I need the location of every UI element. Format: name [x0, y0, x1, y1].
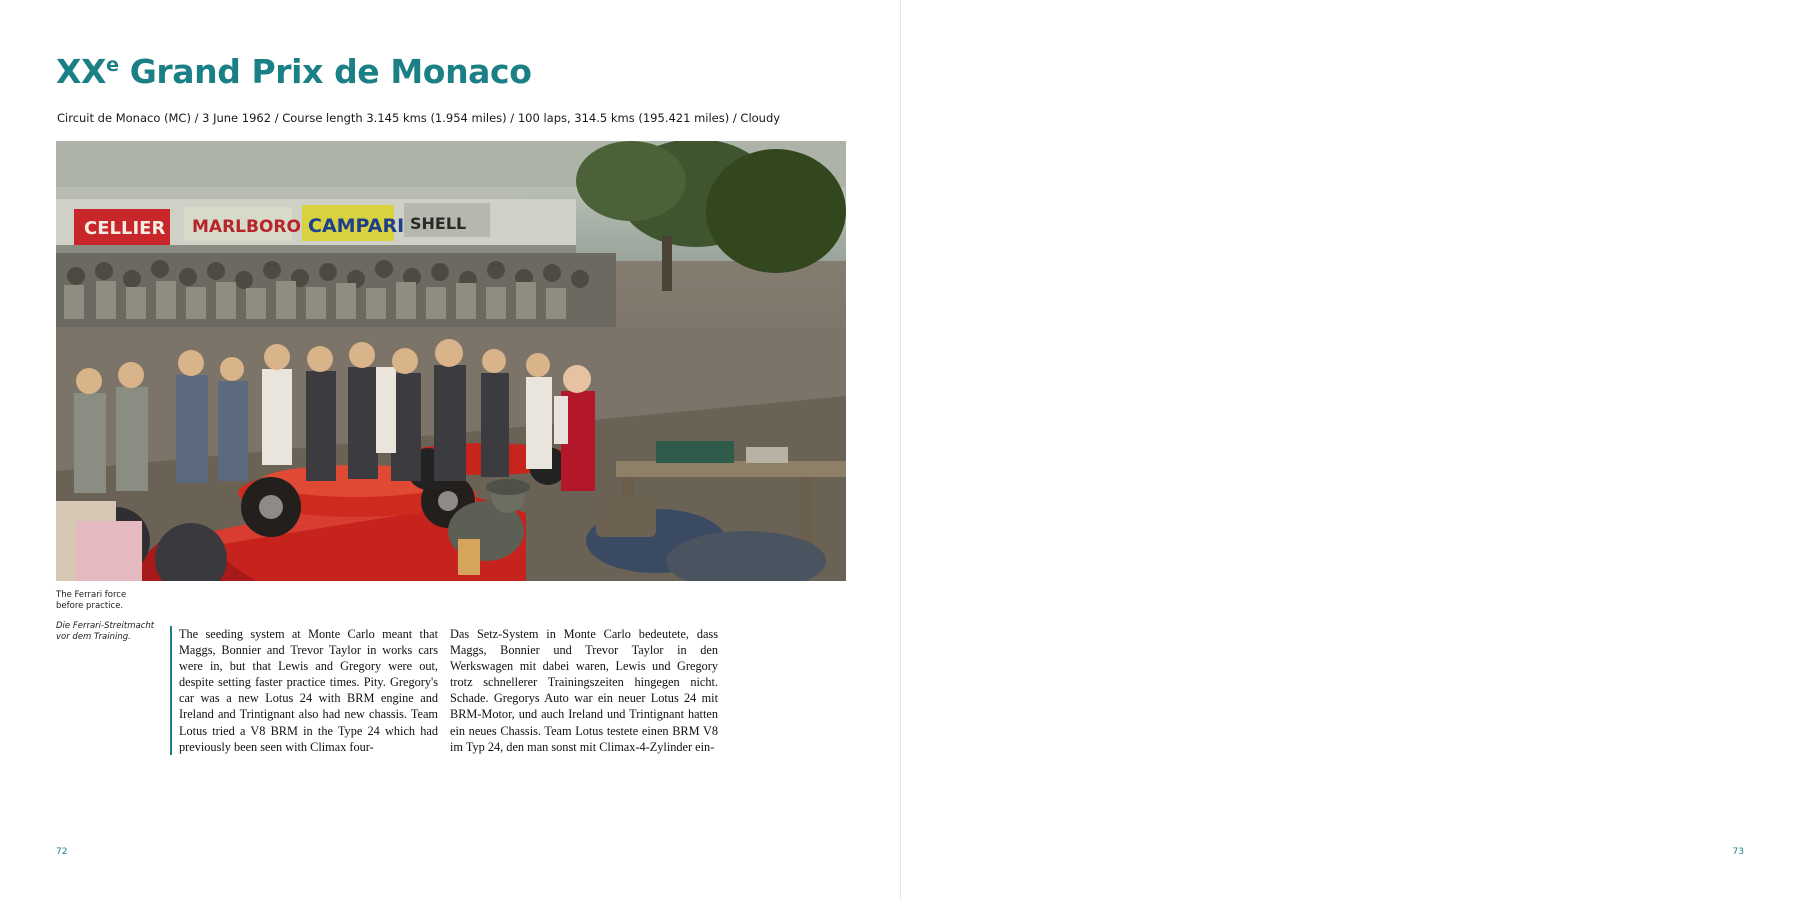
body-text-german-left: Das Setz-System in Monte Carlo bedeutete, dass Maggs, Bonnier und Trevor Taylor in den Werkswagen mit dabei waren, Lewis und Gregory trotz schnellerer Trainingszeiten hingegen nicht. Schade. Gregorys Auto war ein neuer Lotus 24 mit BRM-Motor, und auch Ireland und Trintignant hatten ein neues Chassis. Team Lotus testete einen BRM V8 im Typ 24, den man sonst mit Climax-4-Zylinder ein-	[450, 627, 718, 754]
caption-english: The Ferrari force before practice.	[56, 590, 127, 612]
page-title-sup: e	[106, 54, 119, 76]
page-title-main: Grand Prix de Monaco	[129, 52, 532, 91]
page-title-prefix: XX	[56, 52, 107, 91]
page-number-right: 73	[1732, 847, 1744, 857]
caption-german: Die Ferrari-Streitmacht vor dem Training.	[56, 621, 155, 643]
svg-text:MARLBORO: MARLBORO	[192, 217, 301, 237]
page-title	[56, 52, 531, 91]
page-number-left: 72	[56, 847, 68, 857]
svg-text:SHELL: SHELL	[410, 214, 467, 233]
event-details: Circuit de Monaco (MC) / 3 June 1962 / Course length 3.145 kms (1.954 miles) / 100 laps, 314.5 kms (195.421 miles) / Cloudy	[57, 111, 781, 125]
right-page	[900, 0, 1800, 900]
body-text-english-left: The seeding system at Monte Carlo meant that Maggs, Bonnier and Trevor Taylor in works cars were in, but that Lewis and Gregory were out, despite setting faster practice times. Pity. Gregory's car was a new Lotus 24 with BRM engine and Ireland and Trintignant also had new chassis. Team Lotus tried a V8 BRM in the Type 24 which had previously been seen with Climax four-	[170, 626, 438, 755]
photo-ferrari-pits-image	[56, 141, 846, 581]
svg-text:CAMPARI: CAMPARI	[308, 215, 405, 237]
photo-ferrari-pits	[56, 141, 846, 581]
page-gutter	[900, 0, 901, 900]
svg-text:CELLIER: CELLIER	[84, 218, 166, 239]
